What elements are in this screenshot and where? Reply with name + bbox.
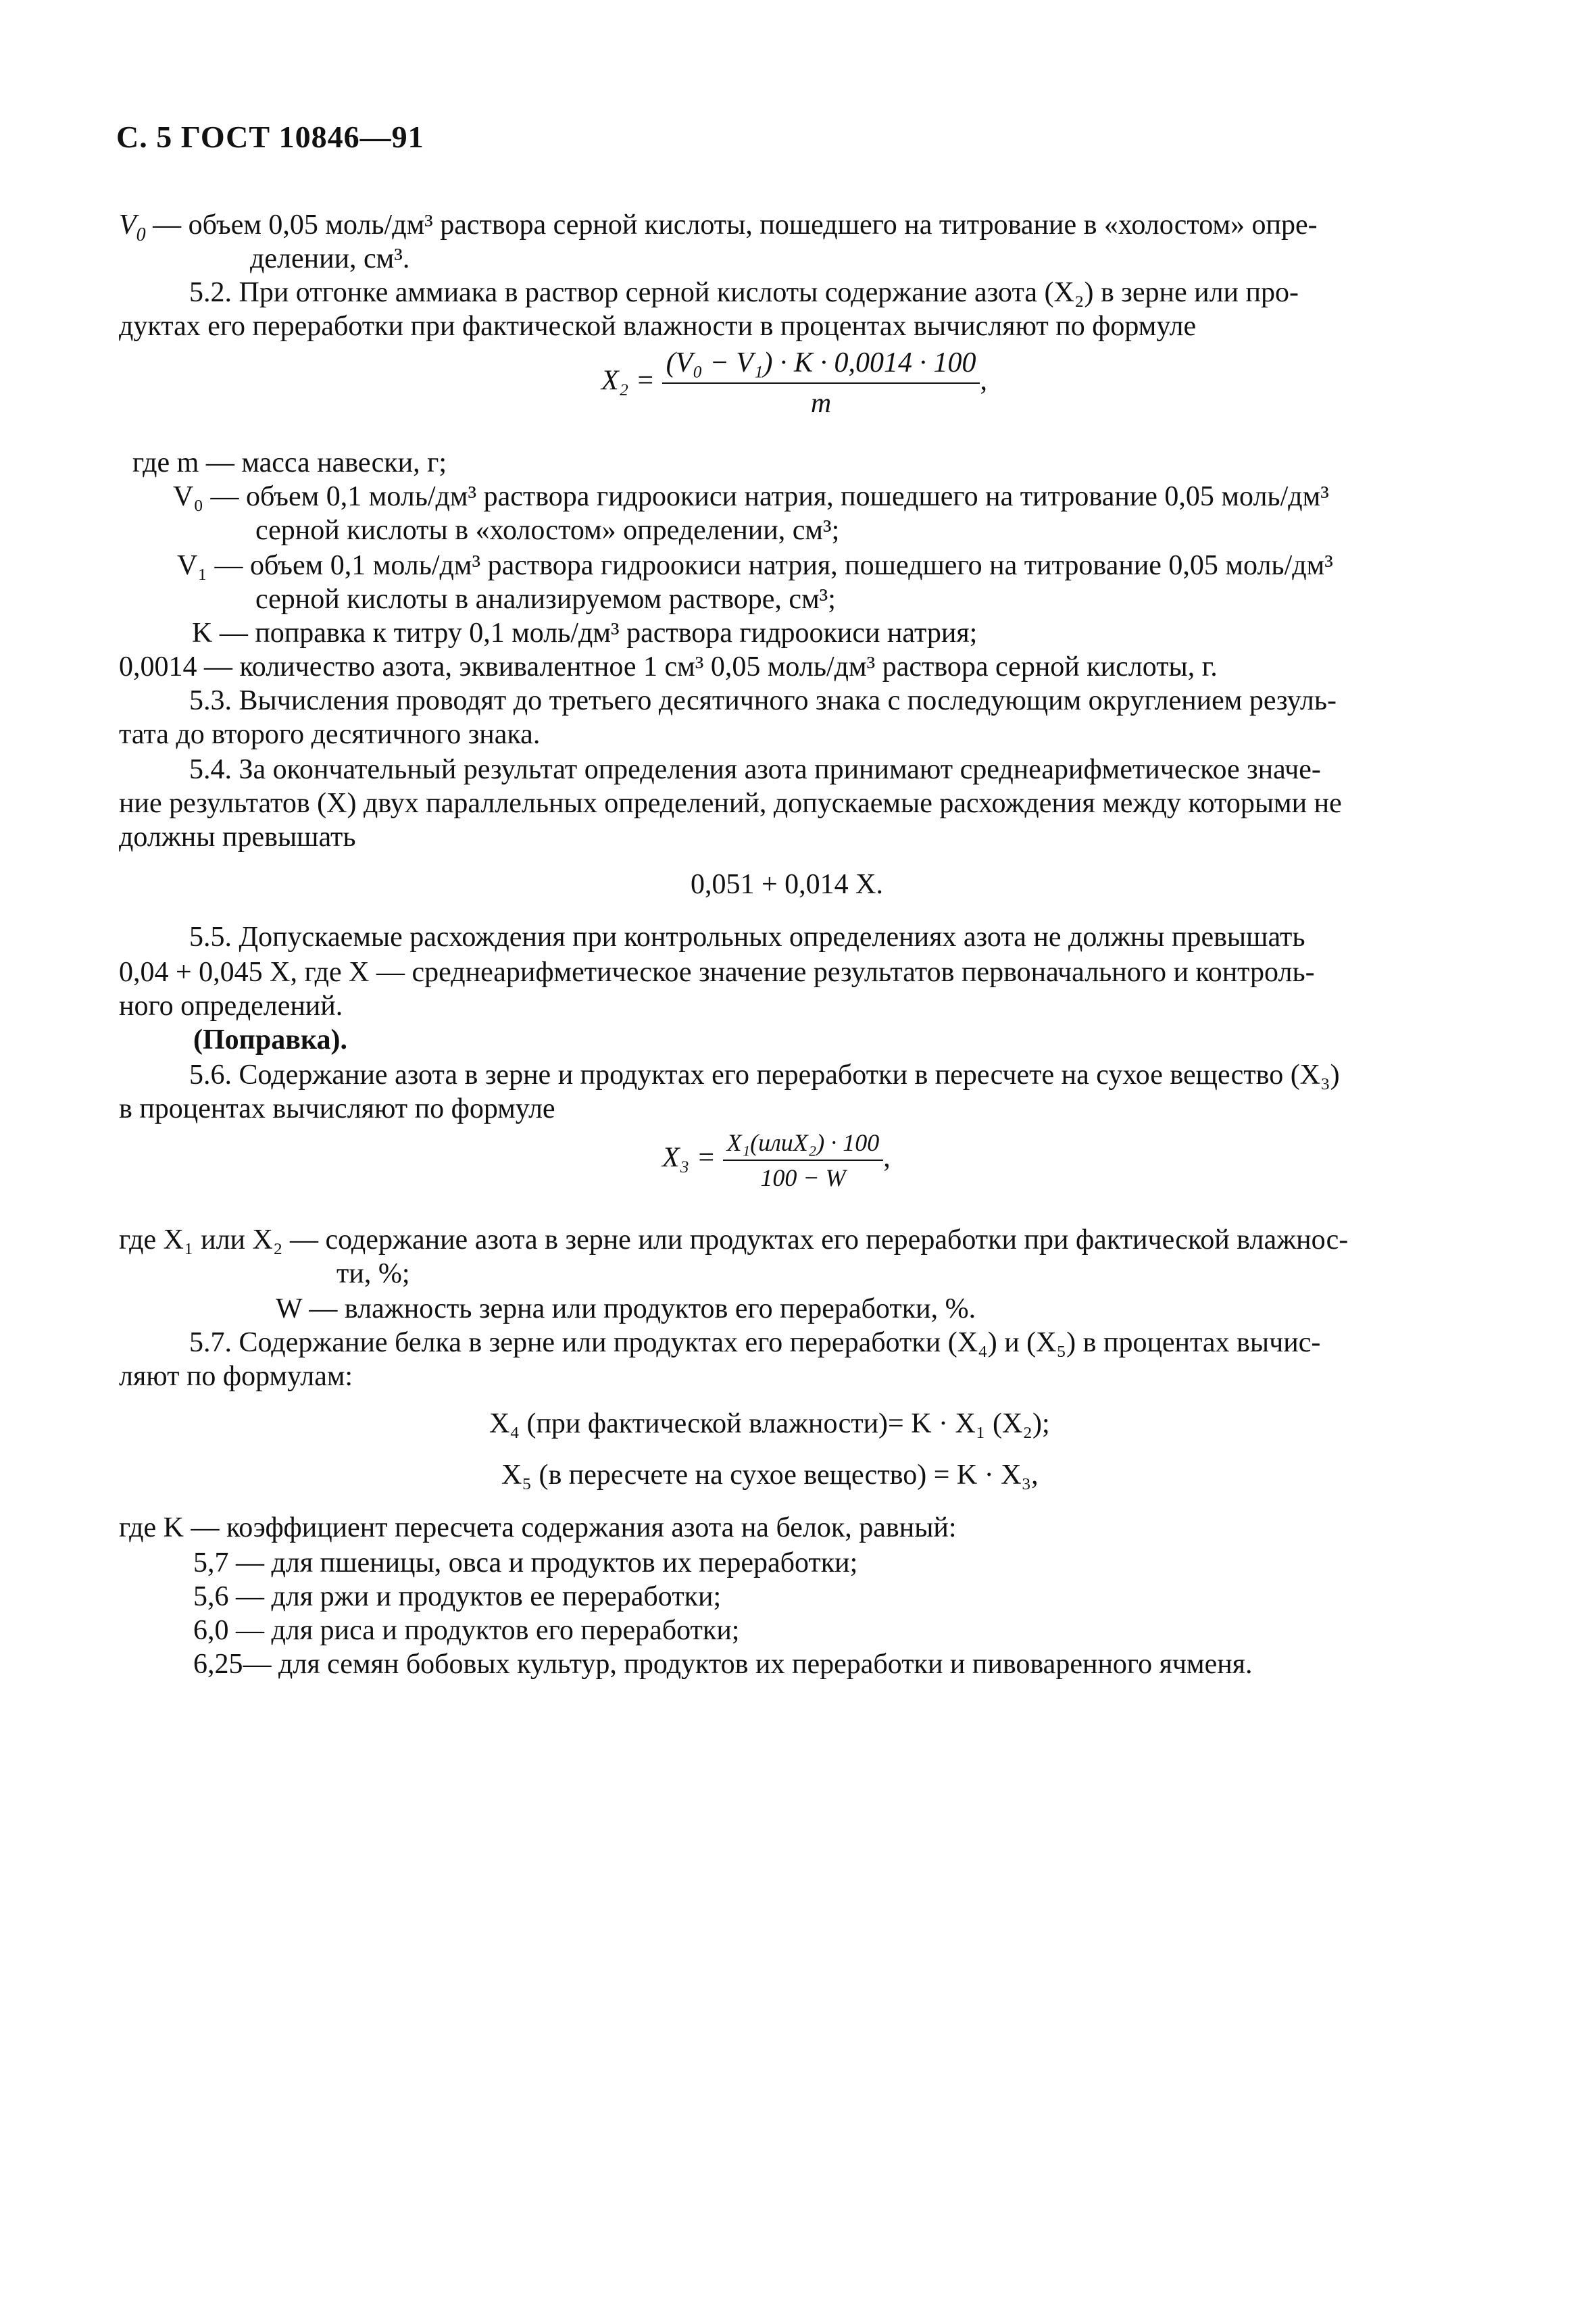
formula-x3-tail: , [883, 1142, 891, 1174]
where-constant: 0,0014 — количество азота, эквивалентное 1 см³ 0,05 моль/дм³ раствора серной кислоты, г. [119, 651, 1218, 682]
formula-tolerance: 0,051 + 0,014 X. [691, 869, 884, 900]
v0-definition-line-1 [119, 208, 1484, 245]
where-v0-line-2: серной кислоты в «холостом» определении, см³; [255, 515, 840, 546]
formula-x3-numerator: X₁(илиX₂) · 100 [723, 1128, 884, 1161]
para-5-4-line-1: 5.4. За окончательный результат определения азота принимают среднеарифметическое значе- [189, 754, 1321, 785]
coefficient-item-rice: 6,0 — для риса и продуктов его переработки; [193, 1615, 740, 1646]
formula-x4: X₄ (при фактической влажности)= K · X₁ (X₂); [489, 1408, 1050, 1439]
where-m: где m — масса навески, г; [132, 447, 447, 478]
where-x1-x2-line-2: ти, %; [336, 1258, 410, 1289]
formula-x2-numerator: (V₀ − V₁) · K · 0,0014 · 100 [662, 346, 980, 384]
para-5-2-line-1: 5.2. При отгонке аммиака в раствор серной кислоты содержание азота (X₂) в зерне или про- [189, 277, 1299, 308]
correction-note: (Поправка). [193, 1024, 347, 1055]
v0-symbol: $V_0$ [119, 209, 146, 245]
formula-x2 [601, 346, 987, 420]
formula-x2-fraction [662, 346, 980, 420]
para-5-6-line-2: в процентах вычисляют по формуле [119, 1093, 555, 1124]
formula-x3-fraction [723, 1128, 884, 1192]
v0-definition-text: — объем 0,05 моль/дм³ раствора серной кислоты, пошедшего на титрование в «холостом» опре- [145, 209, 1318, 241]
para-5-5-line-1: 5.5. Допускаемые расхождения при контрольных определениях азота не должны превышать [189, 922, 1305, 953]
para-5-7-line-1: 5.7. Содержание белка в зерне или продуктах его переработки (X₄) и (X₅) в процентах вычис- [189, 1327, 1321, 1358]
where-k: K — поправка к титру 0,1 моль/дм³ раствора гидроокиси натрия; [192, 618, 978, 649]
para-5-7-line-2: ляют по формулам: [119, 1361, 353, 1392]
para-5-4-line-3: должны превышать [119, 822, 356, 853]
where-v0-line-1: V₀ — объем 0,1 моль/дм³ раствора гидроокиси натрия, пошедшего на титрование 0,05 моль/дм³ [173, 481, 1329, 512]
where-v1-line-2: серной кислоты в анализируемом растворе, см³; [255, 584, 836, 615]
formula-x5: X₅ (в пересчете на сухое вещество) = K · X₃, [501, 1460, 1039, 1491]
para-5-3-line-2: тата до второго десятичного знака. [119, 719, 541, 750]
page-header: С. 5 ГОСТ 10846—91 [116, 120, 424, 154]
where-w: W — влажность зерна или продуктов его переработки, %. [276, 1293, 976, 1324]
formula-x2-lhs: X₂ = [601, 365, 655, 397]
where-k-coefficient: где K — коэффициент пересчета содержания азота на белок, равный: [119, 1512, 957, 1543]
formula-x3-denominator: 100 − W [760, 1164, 846, 1191]
para-5-3-line-1: 5.3. Вычисления проводят до третьего десятичного знака с последующим округлением резуль- [189, 685, 1337, 716]
formula-x2-tail: , [980, 365, 987, 397]
coefficient-item-legumes: 6,25— для семян бобовых культур, продуктов их переработки и пивоваренного ячменя. [193, 1649, 1253, 1680]
formula-x3 [662, 1128, 891, 1192]
coefficient-item-wheat: 5,7 — для пшеницы, овса и продуктов их переработки; [193, 1547, 858, 1578]
para-5-5-line-2: 0,04 + 0,045 X, где X — среднеарифметическое значение результатов первоначального и контроль- [119, 957, 1315, 988]
para-5-2-line-2: дуктах его переработки при фактической влажности в процентах вычисляют по формуле [119, 311, 1197, 342]
v0-definition-line-2: делении, см³. [250, 243, 410, 274]
formula-x3-lhs: X₃ = [662, 1142, 716, 1174]
coefficient-item-rye: 5,6 — для ржи и продуктов ее переработки; [193, 1581, 722, 1612]
para-5-5-line-3: ного определений. [119, 991, 343, 1022]
para-5-6-line-1: 5.6. Содержание азота в зерне и продуктах его переработки в пересчете на сухое вещество (X₃) [189, 1060, 1340, 1091]
formula-x2-denominator: m [810, 388, 832, 419]
where-x1-x2-line-1: где X₁ или X₂ — содержание азота в зерне или продуктах его переработки при фактической влажнос- [119, 1224, 1349, 1255]
para-5-4-line-2: ние результатов (X) двух параллельных определений, допускаемые расхождения между которыми не [119, 788, 1342, 819]
where-v1-line-1: V₁ — объем 0,1 моль/дм³ раствора гидроокиси натрия, пошедшего на титрование 0,05 моль/дм³ [177, 550, 1333, 581]
